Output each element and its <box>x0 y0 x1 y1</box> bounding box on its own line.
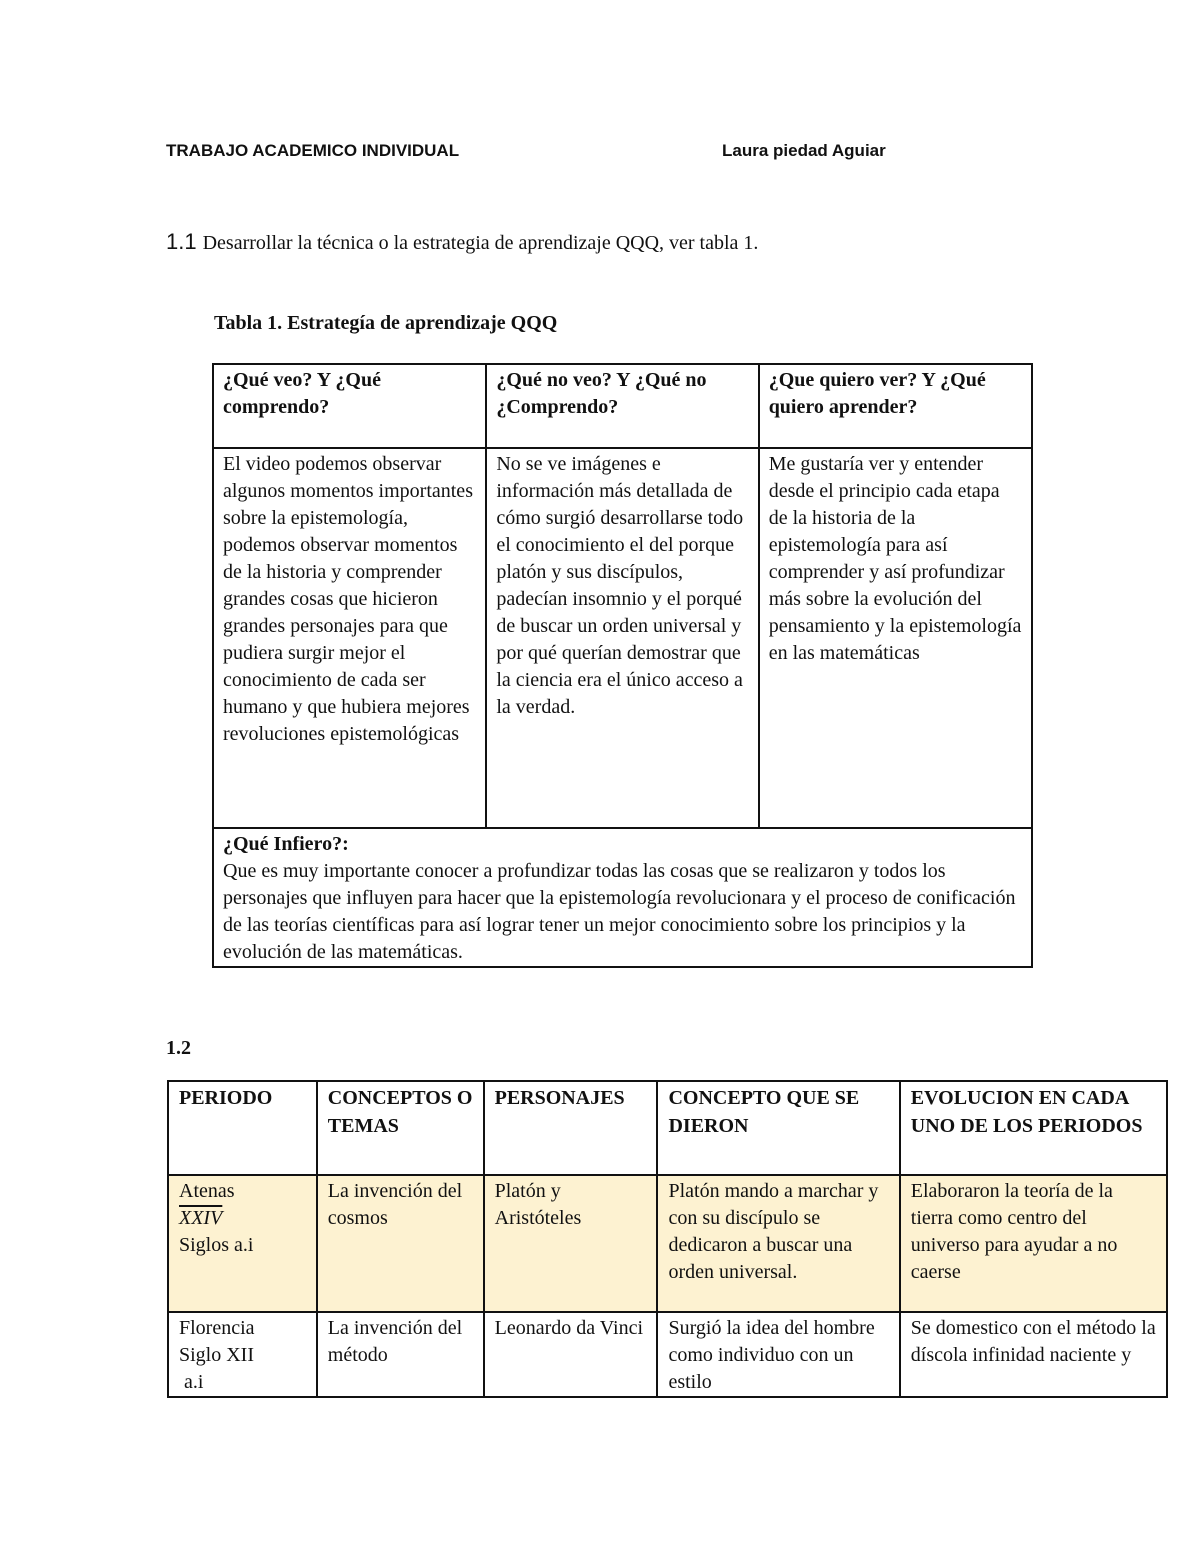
periodo-place: Florencia <box>179 1317 255 1339</box>
inference-row <box>213 828 1032 967</box>
table-header-cell: CONCEPTO QUE SE DIERON <box>657 1081 899 1175</box>
periodo-century: XXIV <box>179 1207 223 1229</box>
table-cell: Elaboraron la teoría de la tierra como centro del universo para ayudar a no caerse <box>900 1175 1167 1312</box>
table-header-cell: ¿Qué no veo? Y ¿Qué no ¿Comprendo? <box>486 364 758 448</box>
table-cell: No se ve imágenes e información más detallada de cómo surgió desarrollarse todo el conocimiento el del porque platón y sus discípulos, padecían insomnio y el porqué de buscar un orden universal y por qué querían demostrar que la ciencia era el único acceso a la verdad. <box>486 448 758 828</box>
table-row <box>213 448 1032 828</box>
table-cell: Se domestico con el método la díscola infinidad naciente y <box>900 1312 1167 1397</box>
table1-caption: Tabla 1. Estrategía de aprendizaje QQQ <box>214 312 558 334</box>
instruction-text: Desarrollar la técnica o la estrategia de aprendizaje QQQ, ver tabla 1. <box>202 232 759 254</box>
table-header-cell: CONCEPTOS O TEMAS <box>317 1081 484 1175</box>
qqq-strategy-table <box>212 363 1033 968</box>
periodo-suffix: a.i <box>184 1371 204 1393</box>
table-cell: Surgió la idea del hombre como individuo con un estilo <box>657 1312 899 1397</box>
periodo-century: Siglo XII <box>179 1344 254 1366</box>
table-header-cell: ¿Que quiero ver? Y ¿Qué quiero aprender? <box>759 364 1032 448</box>
periodo-cell <box>168 1312 317 1397</box>
table-cell: Platón mando a marchar y con su discípulo se dedicaron a buscar una orden universal. <box>657 1175 899 1312</box>
periodo-cell <box>168 1175 317 1312</box>
table-header-cell: ¿Qué veo? Y ¿Qué comprendo? <box>213 364 486 448</box>
instruction-line <box>166 229 758 255</box>
inference-label: ¿Qué Infiero?: <box>223 833 349 855</box>
table-header-cell: EVOLUCION EN CADA UNO DE LOS PERIODOS <box>900 1081 1167 1175</box>
table-header-row <box>168 1081 1167 1175</box>
inference-text: Que es muy importante conocer a profundizar todas las cosas que se realizaron y todos los personajes que influyen para hacer que la epistemología revolucionara y el proceso de conificación de las teorías científicas para así lograr tener un mejor conocimiento sobre los principios y la evolución de las matemáticas. <box>223 860 1016 963</box>
periodo-place: Atenas <box>179 1180 235 1202</box>
periodo-suffix: Siglos a.i <box>179 1234 254 1256</box>
table-cell: Leonardo da Vinci <box>484 1312 658 1397</box>
table-cell: El video podemos observar algunos momentos importantes sobre la epistemología, podemos observar momentos de la historia y comprender grandes cosas que hicieron grandes personajes para que pudiera surgir mejor el conocimiento de cada ser humano y que hubiera mejores revoluciones epistemológicas <box>213 448 486 828</box>
document-author: Laura piedad Aguiar <box>722 141 886 160</box>
inference-cell <box>213 828 1032 967</box>
table-cell: Platón y Aristóteles <box>484 1175 658 1312</box>
periods-table <box>167 1080 1168 1398</box>
document-header-title: TRABAJO ACADEMICO INDIVIDUAL <box>166 141 460 160</box>
table-header-row <box>213 364 1032 448</box>
table-cell: La invención del método <box>317 1312 484 1397</box>
table-header-cell: PERIODO <box>168 1081 317 1175</box>
table-header-cell: PERSONAJES <box>484 1081 658 1175</box>
table-row <box>168 1175 1167 1312</box>
instruction-number: 1.1 <box>166 229 197 254</box>
section-label: 1.2 <box>166 1037 191 1059</box>
table-cell: La invención del cosmos <box>317 1175 484 1312</box>
table-cell: Me gustaría ver y entender desde el principio cada etapa de la historia de la epistemología para así comprender y así profundizar más sobre la evolución del pensamiento y la epistemología en las matemáticas <box>759 448 1032 828</box>
table-row <box>168 1312 1167 1397</box>
